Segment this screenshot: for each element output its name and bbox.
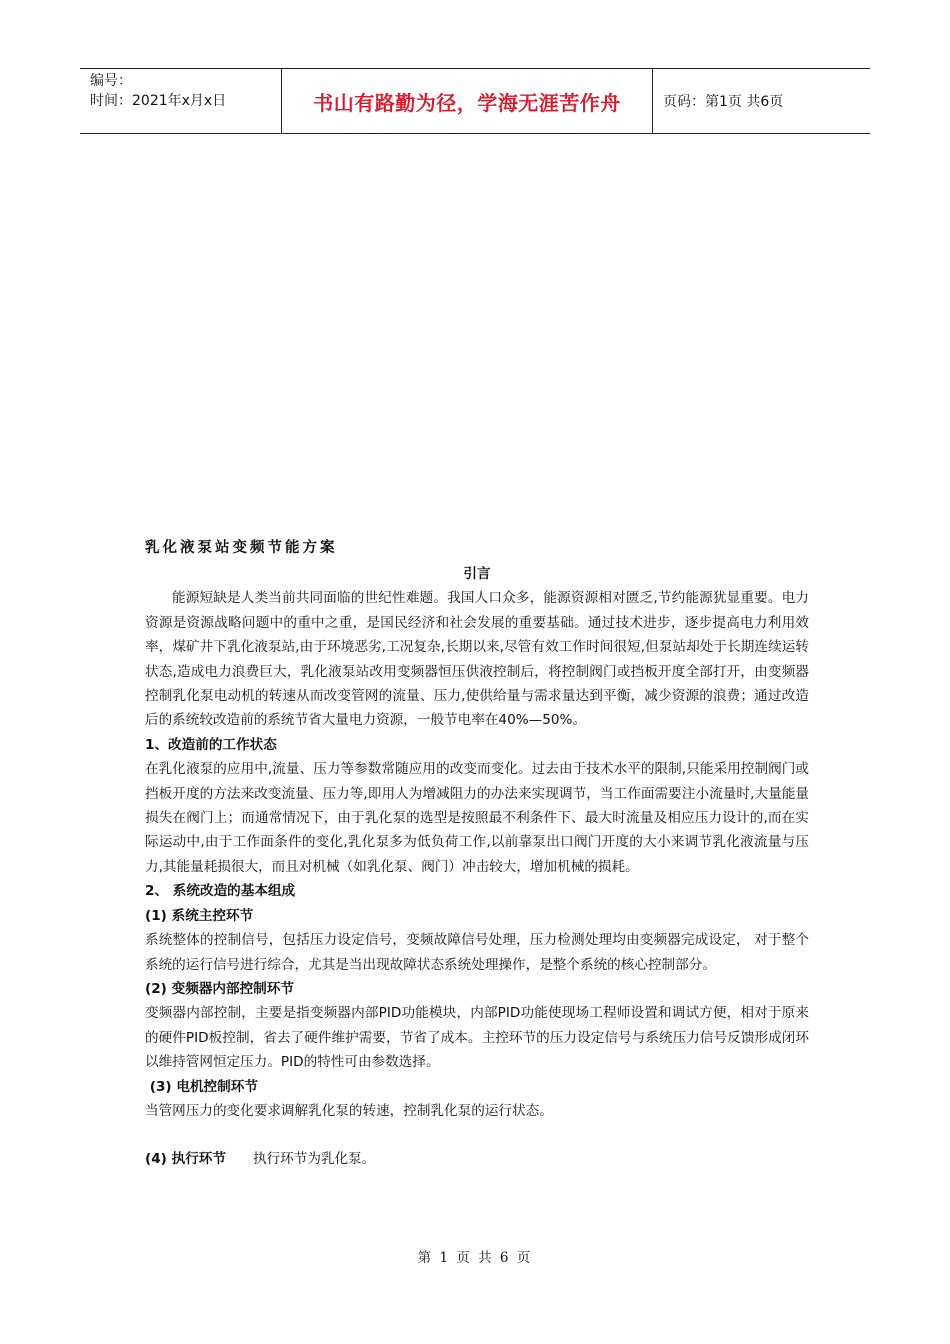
- spacer: [145, 1123, 809, 1147]
- intro-heading: 引言: [463, 566, 491, 582]
- section1-paragraph: 在乳化液泵的应用中,流量、压力等参数常随应用的改变而变化。过去由于技术水平的限制,只能采用控制阀门或挡板开度的方法来改变流量、压力等,即用人为增减阻力的办法来实现调节，当工作面需要注小流量时,大量能量损失在阀门上；而通常情况下，由于乳化泵的选型是按照最不利条件下、最大时流量及相应压力设计的,而在实际运动中,由于工作面条件的变化,乳化泵多为低负荷工作,以前靠泵出口阀门开度的大小来调节乳化液流量与压力,其能量耗损很大，而且对机械（如乳化泵、阀门）冲击较大，增加机械的损耗。: [145, 761, 809, 875]
- page-footer: 第 1 页 共 6 页: [417, 1250, 533, 1266]
- page-header: [80, 68, 870, 134]
- sub4-heading: (4) 执行环节: [145, 1151, 226, 1168]
- sub4-text: 执行环节为乳化泵。: [253, 1151, 376, 1168]
- header-meta: [80, 69, 282, 133]
- document-number-label: 编号：: [90, 73, 132, 89]
- intro-paragraph: 能源短缺是人类当前共同面临的世纪性难题。我国人口众多，能源资源相对匮乏,节约能源犹显重要。电力资源是资源战略问题中的重中之重，是国民经济和社会发展的重要基础。通过技术进步，逐步提高电力利用效率，煤矿井下乳化液泵站,由于环境恶劣,工况复杂,长期以来,尽管有效工作时间很短,但泵站却处于长期连续运转状态,造成电力浪费巨大，乳化液泵站改用变频器恒压供液控制后，将控制阀门或挡板开度全部打开，由变频器控制乳化泵电动机的转速从而改变管网的流量、压力,使供给量与需求量达到平衡，减少资源的浪费；通过改造后的系统较改造前的系统节省大量电力资源，一般节电率在40%—50%。: [145, 590, 809, 729]
- sub3-paragraph: 当管网压力的变化要求调解乳化泵的转速，控制乳化泵的运行状态。: [145, 1102, 553, 1119]
- sub3-heading: (3) 电机控制环节: [145, 1078, 258, 1095]
- section2-heading: 2、 系统改造的基本组成: [145, 883, 296, 900]
- document-body: [145, 536, 809, 1172]
- sub2-heading: (2) 变频器内部控制环节: [145, 980, 294, 997]
- sub1-heading: (1) 系统主控环节: [145, 907, 254, 924]
- header-page-info: 页码：第1页 共6页: [663, 94, 784, 110]
- section1-heading: 1、改造前的工作状态: [145, 736, 277, 753]
- document-title: 乳化液泵站变频节能方案: [145, 540, 338, 556]
- sub1-paragraph: 系统整体的控制信号，包括压力设定信号，变频故障信号处理，压力检测处理均由变频器完成设定， 对于整个系统的运行信号进行综合，尤其是当出现故障状态系统处理操作，是整个系统的核心控制部分。: [145, 932, 809, 973]
- document-date: 时间：2021年x月x日: [90, 93, 227, 109]
- header-motto: 书山有路勤为径，学海无涯苦作舟: [282, 69, 653, 133]
- sub4-row: [145, 1147, 809, 1171]
- sub2-paragraph: 变频器内部控制，主要是指变频器内部PID功能模块，内部PID功能使现场工程师设置和调试方便，相对于原来的硬件PID板控制，省去了硬件维护需要，节省了成本。主控环节的压力设定信号与系统压力信号反馈形成闭环以维持管网恒定压力。PID的特性可由参数选择。: [145, 1005, 809, 1071]
